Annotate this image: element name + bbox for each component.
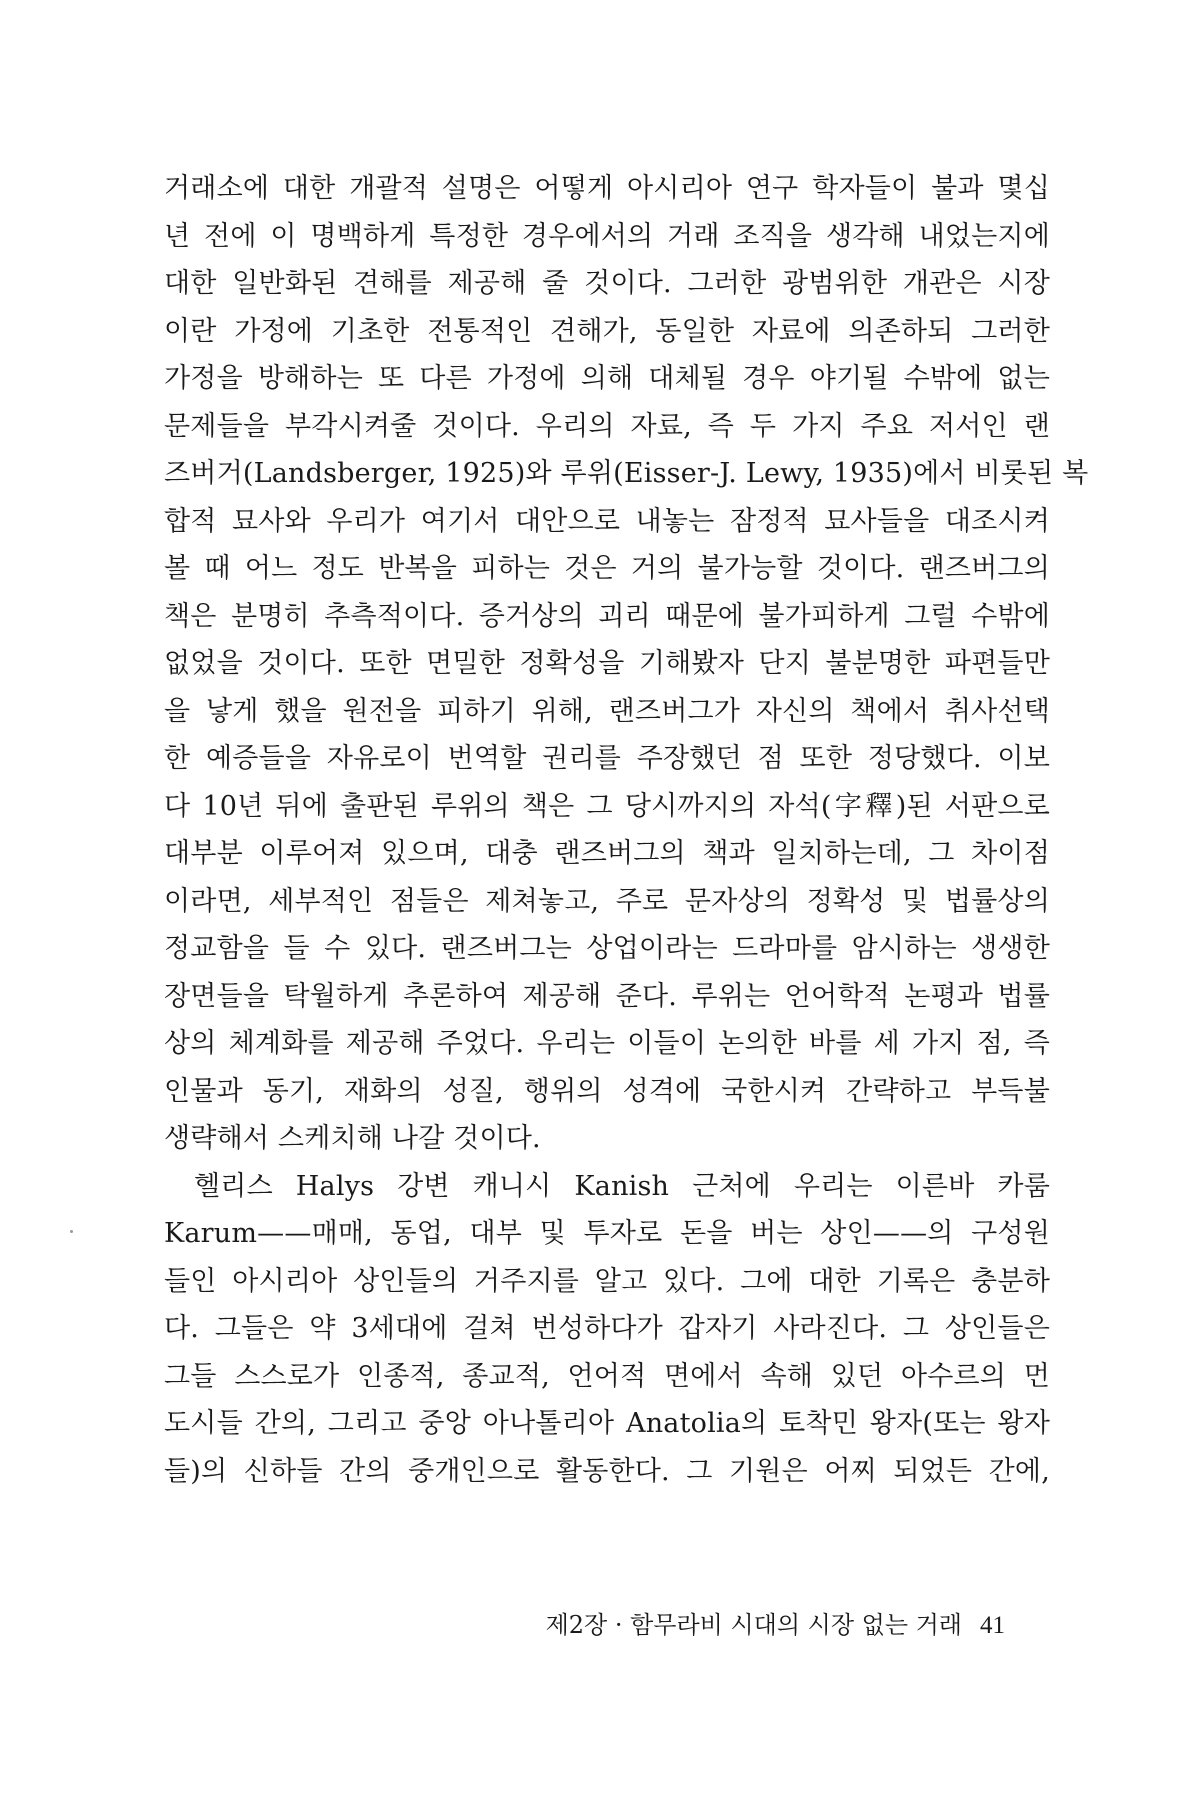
text-line: 헬리스 Halys 강변 캐니시 Kanish 근처에 우리는 이른바 카룸	[194, 1170, 1050, 1202]
text-line: 대부분 이루어져 있으며, 대충 랜즈버그의 책과 일치하는데, 그 차이점	[164, 838, 1050, 869]
text-line: 문제들을 부각시켜줄 것이다. 우리의 자료, 즉 두 가지 주요 저서인 랜	[164, 410, 1050, 442]
text-line: 들)의 신하들 간의 중개인으로 활동한다. 그 기원은 어찌 되었든 간에,	[164, 1455, 1050, 1487]
scan-speck	[70, 1230, 73, 1233]
text-line: 생략해서 스케치해 나갈 것이다.	[164, 1123, 541, 1154]
text-line: 그들 스스로가 인종적, 종교적, 언어적 면에서 속해 있던 아수르의 먼	[164, 1360, 1050, 1392]
text-line: Karum——매매, 동업, 대부 및 투자로 돈을 버는 상인——의 구성원	[164, 1218, 1050, 1249]
text-line: 년 전에 이 명백하게 특정한 경우에서의 거래 조직을 생각해 내었는지에	[164, 220, 1050, 252]
text-line: 없었을 것이다. 또한 면밀한 정확성을 기해봤자 단지 불분명한 파편들만	[164, 648, 1050, 679]
page-number: 41	[980, 1612, 1005, 1639]
running-footer	[0, 1609, 1005, 1642]
text-line: 을 낳게 했을 원전을 피하기 위해, 랜즈버그가 자신의 책에서 취사선택	[164, 695, 1050, 727]
text-line: 상의 체계화를 제공해 주었다. 우리는 이들이 논의한 바를 세 가지 점, 즉	[164, 1028, 1050, 1059]
text-line: 다 10년 뒤에 출판된 루위의 책은 그 당시까지의 자석(字釋)된 서판으로	[164, 790, 1050, 822]
text-line: 가정을 방해하는 또 다른 가정에 의해 대체될 경우 야기될 수밖에 없는	[164, 363, 1050, 394]
body-text	[164, 165, 1089, 1495]
text-line: 이란 가정에 기초한 전통적인 견해가, 동일한 자료에 의존하되 그러한	[164, 315, 1050, 347]
text-line: 도시들 간의, 그리고 중앙 아나톨리아 Anatolia의 토착민 왕자(또는 왕자	[164, 1408, 1050, 1439]
text-line: 볼 때 어느 정도 반복을 피하는 것은 거의 불가능할 것이다. 랜즈버그의	[164, 553, 1050, 584]
text-line: 다. 그들은 약 3세대에 걸쳐 번성하다가 갑자기 사라진다. 그 상인들은	[164, 1313, 1050, 1344]
text-line: 한 예증들을 자유로이 번역할 권리를 주장했던 점 또한 정당했다. 이보	[164, 743, 1050, 774]
text-line: 책은 분명히 추측적이다. 증거상의 괴리 때문에 불가피하게 그럴 수밖에	[164, 600, 1050, 632]
running-title: 제2장 · 함무라비 시대의 시장 없는 거래	[545, 1611, 962, 1639]
text-line: 거래소에 대한 개괄적 설명은 어떻게 아시리아 연구 학자들이 불과 몇십	[164, 173, 1050, 204]
text-line: 대한 일반화된 견해를 제공해 줄 것이다. 그러한 광범위한 개관은 시장	[164, 268, 1050, 299]
text-line: 정교함을 들 수 있다. 랜즈버그는 상업이라는 드라마를 암시하는 생생한	[164, 933, 1050, 964]
text-line: 장면들을 탁월하게 추론하여 제공해 준다. 루위는 언어학적 논평과 법률	[164, 980, 1050, 1012]
text-line: 합적 묘사와 우리가 여기서 대안으로 내놓는 잠정적 묘사들을 대조시켜	[164, 505, 1050, 537]
text-line: 이라면, 세부적인 점들은 제쳐놓고, 주로 문자상의 정확성 및 법률상의	[164, 885, 1050, 917]
text-line: 인물과 동기, 재화의 성질, 행위의 성격에 국한시켜 간략하고 부득불	[164, 1075, 1050, 1107]
text-line: 즈버거(Landsberger, 1925)와 루위(Eisser-J. Lewy, 1935)에서 비롯된 복	[164, 458, 1089, 489]
text-line: 들인 아시리아 상인들의 거주지를 알고 있다. 그에 대한 기록은 충분하	[164, 1265, 1050, 1297]
